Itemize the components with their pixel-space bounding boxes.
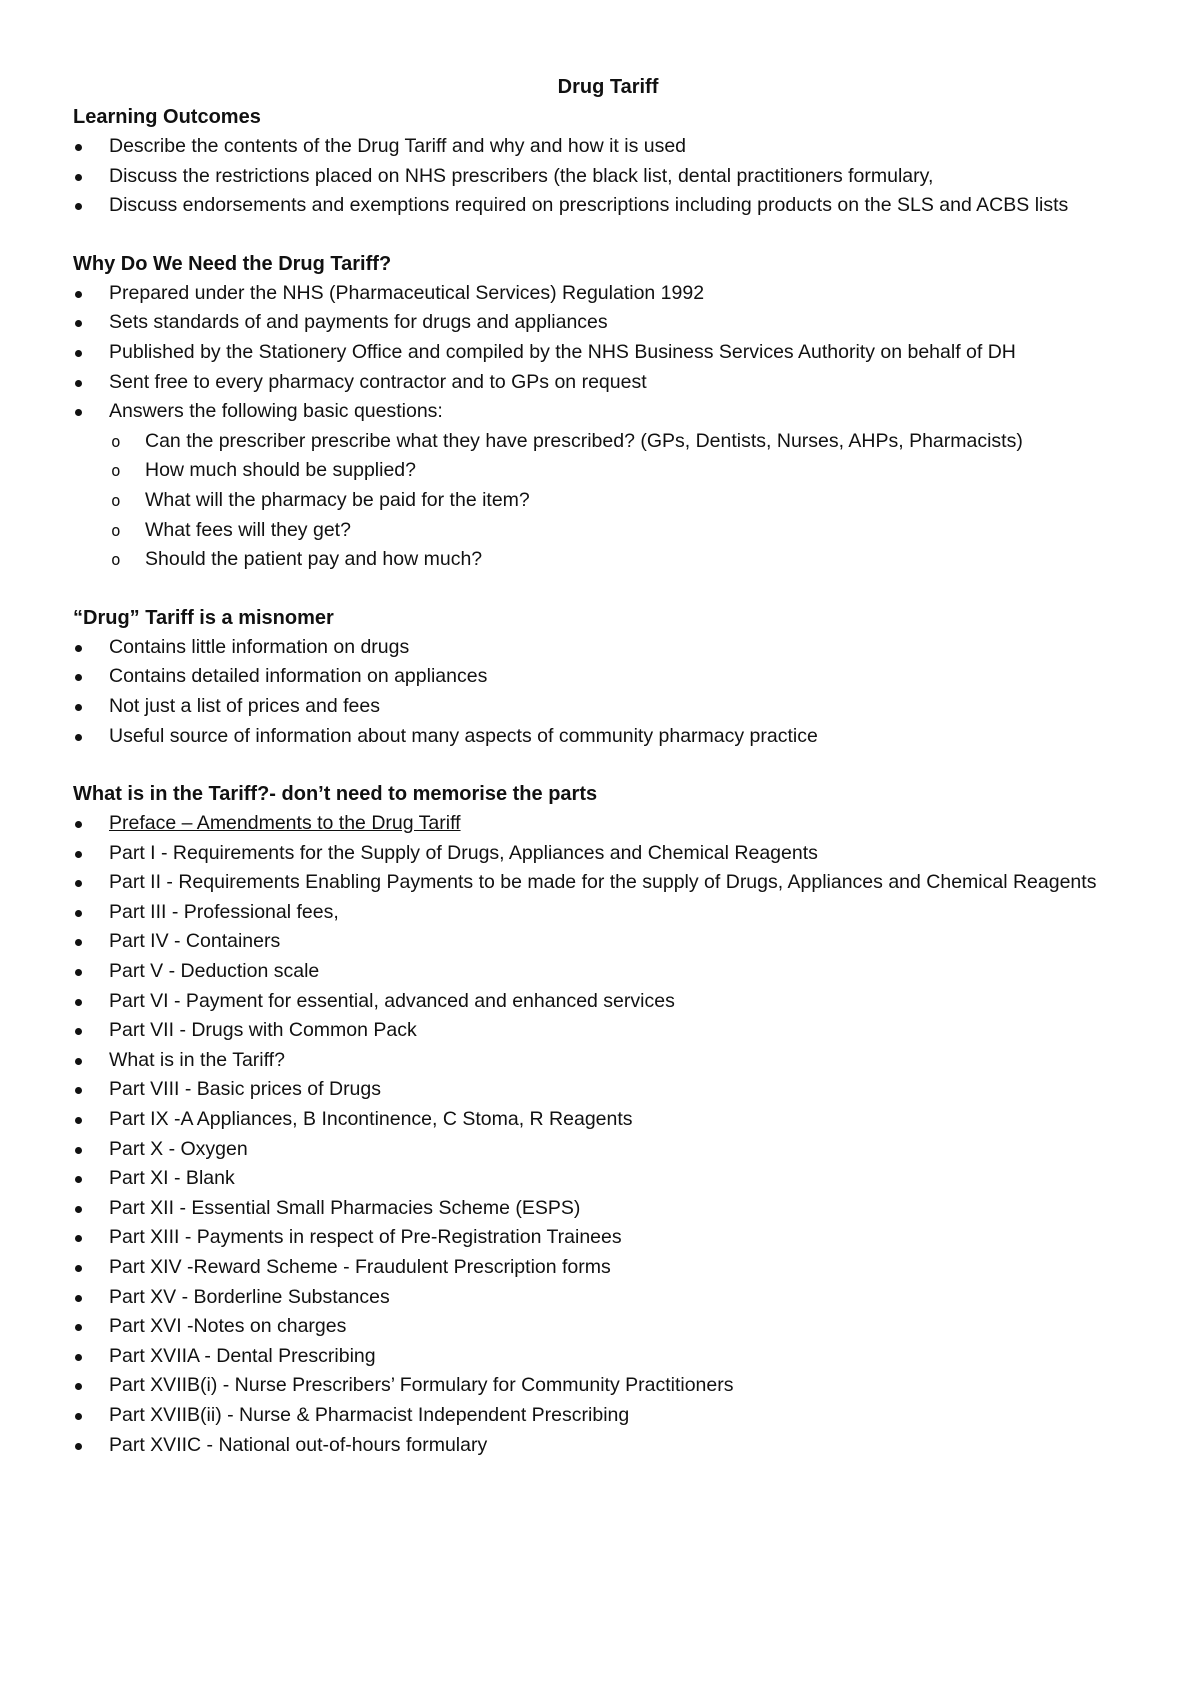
misnomer-list [73,633,1143,751]
list-item: Part VII - Drugs with Common Pack [73,1016,1143,1046]
list-item: Part XII - Essential Small Pharmacies Scheme (ESPS) [73,1194,1143,1224]
list-item: Part II - Requirements Enabling Payments to be made for the supply of Drugs, Appliances and Chemical Reagents [73,868,1143,898]
list-item: Part XVIIB(ii) - Nurse & Pharmacist Independent Prescribing [73,1401,1143,1431]
list-item: Part X - Oxygen [73,1135,1143,1165]
list-item: Part V - Deduction scale [73,957,1143,987]
list-item: Contains little information on drugs [73,633,1143,663]
list-item: Part XIII - Payments in respect of Pre-Registration Trainees [73,1223,1143,1253]
list-item: Discuss the restrictions placed on NHS prescribers (the black list, dental practitioners formulary, [73,162,1143,192]
tariff-parts-list [73,809,1143,1460]
list-item: Part VI - Payment for essential, advanced and enhanced services [73,987,1143,1017]
list-item: Part XI - Blank [73,1164,1143,1194]
list-item: Describe the contents of the Drug Tariff and why and how it is used [73,132,1143,162]
page-title: Drug Tariff [557,76,659,98]
list-item: Part XVIIB(i) - Nurse Prescribers’ Formulary for Community Practitioners [73,1371,1143,1401]
sub-list-item: o Should the patient pay and how much? [109,545,1143,575]
section-heading-misnomer: “Drug” Tariff is a misnomer [73,606,334,629]
list-item: Part I - Requirements for the Supply of Drugs, Appliances and Chemical Reagents [73,839,1143,869]
list-item: Sent free to every pharmacy contractor and to GPs on request [73,368,1143,398]
list-item: Part XV - Borderline Substances [73,1283,1143,1313]
list-item: What is in the Tariff? [73,1046,1143,1076]
list-item: Part III - Professional fees, [73,898,1143,928]
list-item: Discuss endorsements and exemptions required on prescriptions including products on the SLS and ACBS lists [73,191,1143,221]
list-item: Published by the Stationery Office and compiled by the NHS Business Services Authority on behalf of DH [73,338,1143,368]
list-item: Part VIII - Basic prices of Drugs [73,1075,1143,1105]
section-heading-learning-outcomes: Learning Outcomes [73,106,261,128]
list-item: Useful source of information about many aspects of community pharmacy practice [73,722,1143,752]
list-item: Part IX -A Appliances, B Incontinence, C Stoma, R Reagents [73,1105,1143,1135]
learning-outcomes-list [73,132,1143,221]
list-item: Prepared under the NHS (Pharmaceutical Services) Regulation 1992 [73,279,1143,309]
questions-sublist [109,427,1143,575]
list-item: Part XIV -Reward Scheme - Fraudulent Prescription forms [73,1253,1143,1283]
why-need-list [73,279,1143,427]
list-item: Part XVI -Notes on charges [73,1312,1143,1342]
section-heading-why-need: Why Do We Need the Drug Tariff? [73,252,392,275]
list-item: Part IV - Containers [73,927,1143,957]
list-item: Sets standards of and payments for drugs and appliances [73,308,1143,338]
sub-list-item: o Can the prescriber prescribe what they have prescribed? (GPs, Dentists, Nurses, AHPs, Pharmacists) [109,427,1143,457]
document-body [73,72,1143,1460]
list-item [73,809,1143,839]
list-item: Answers the following basic questions: [73,397,1143,427]
sub-list-item: o What will the pharmacy be paid for the item? [109,486,1143,516]
preface-link-text: Preface – Amendments to the Drug Tariff [109,812,461,835]
sub-list-item: o What fees will they get? [109,516,1143,546]
list-item: Part XVIIA - Dental Prescribing [73,1342,1143,1372]
section-heading-whats-in: What is in the Tariff?- don’t need to memorise the parts [73,783,598,806]
list-item: Part XVIIC - National out-of-hours formulary [73,1431,1143,1461]
list-item: Contains detailed information on appliances [73,662,1143,692]
sub-list-item: o How much should be supplied? [109,456,1143,486]
list-item: Not just a list of prices and fees [73,692,1143,722]
